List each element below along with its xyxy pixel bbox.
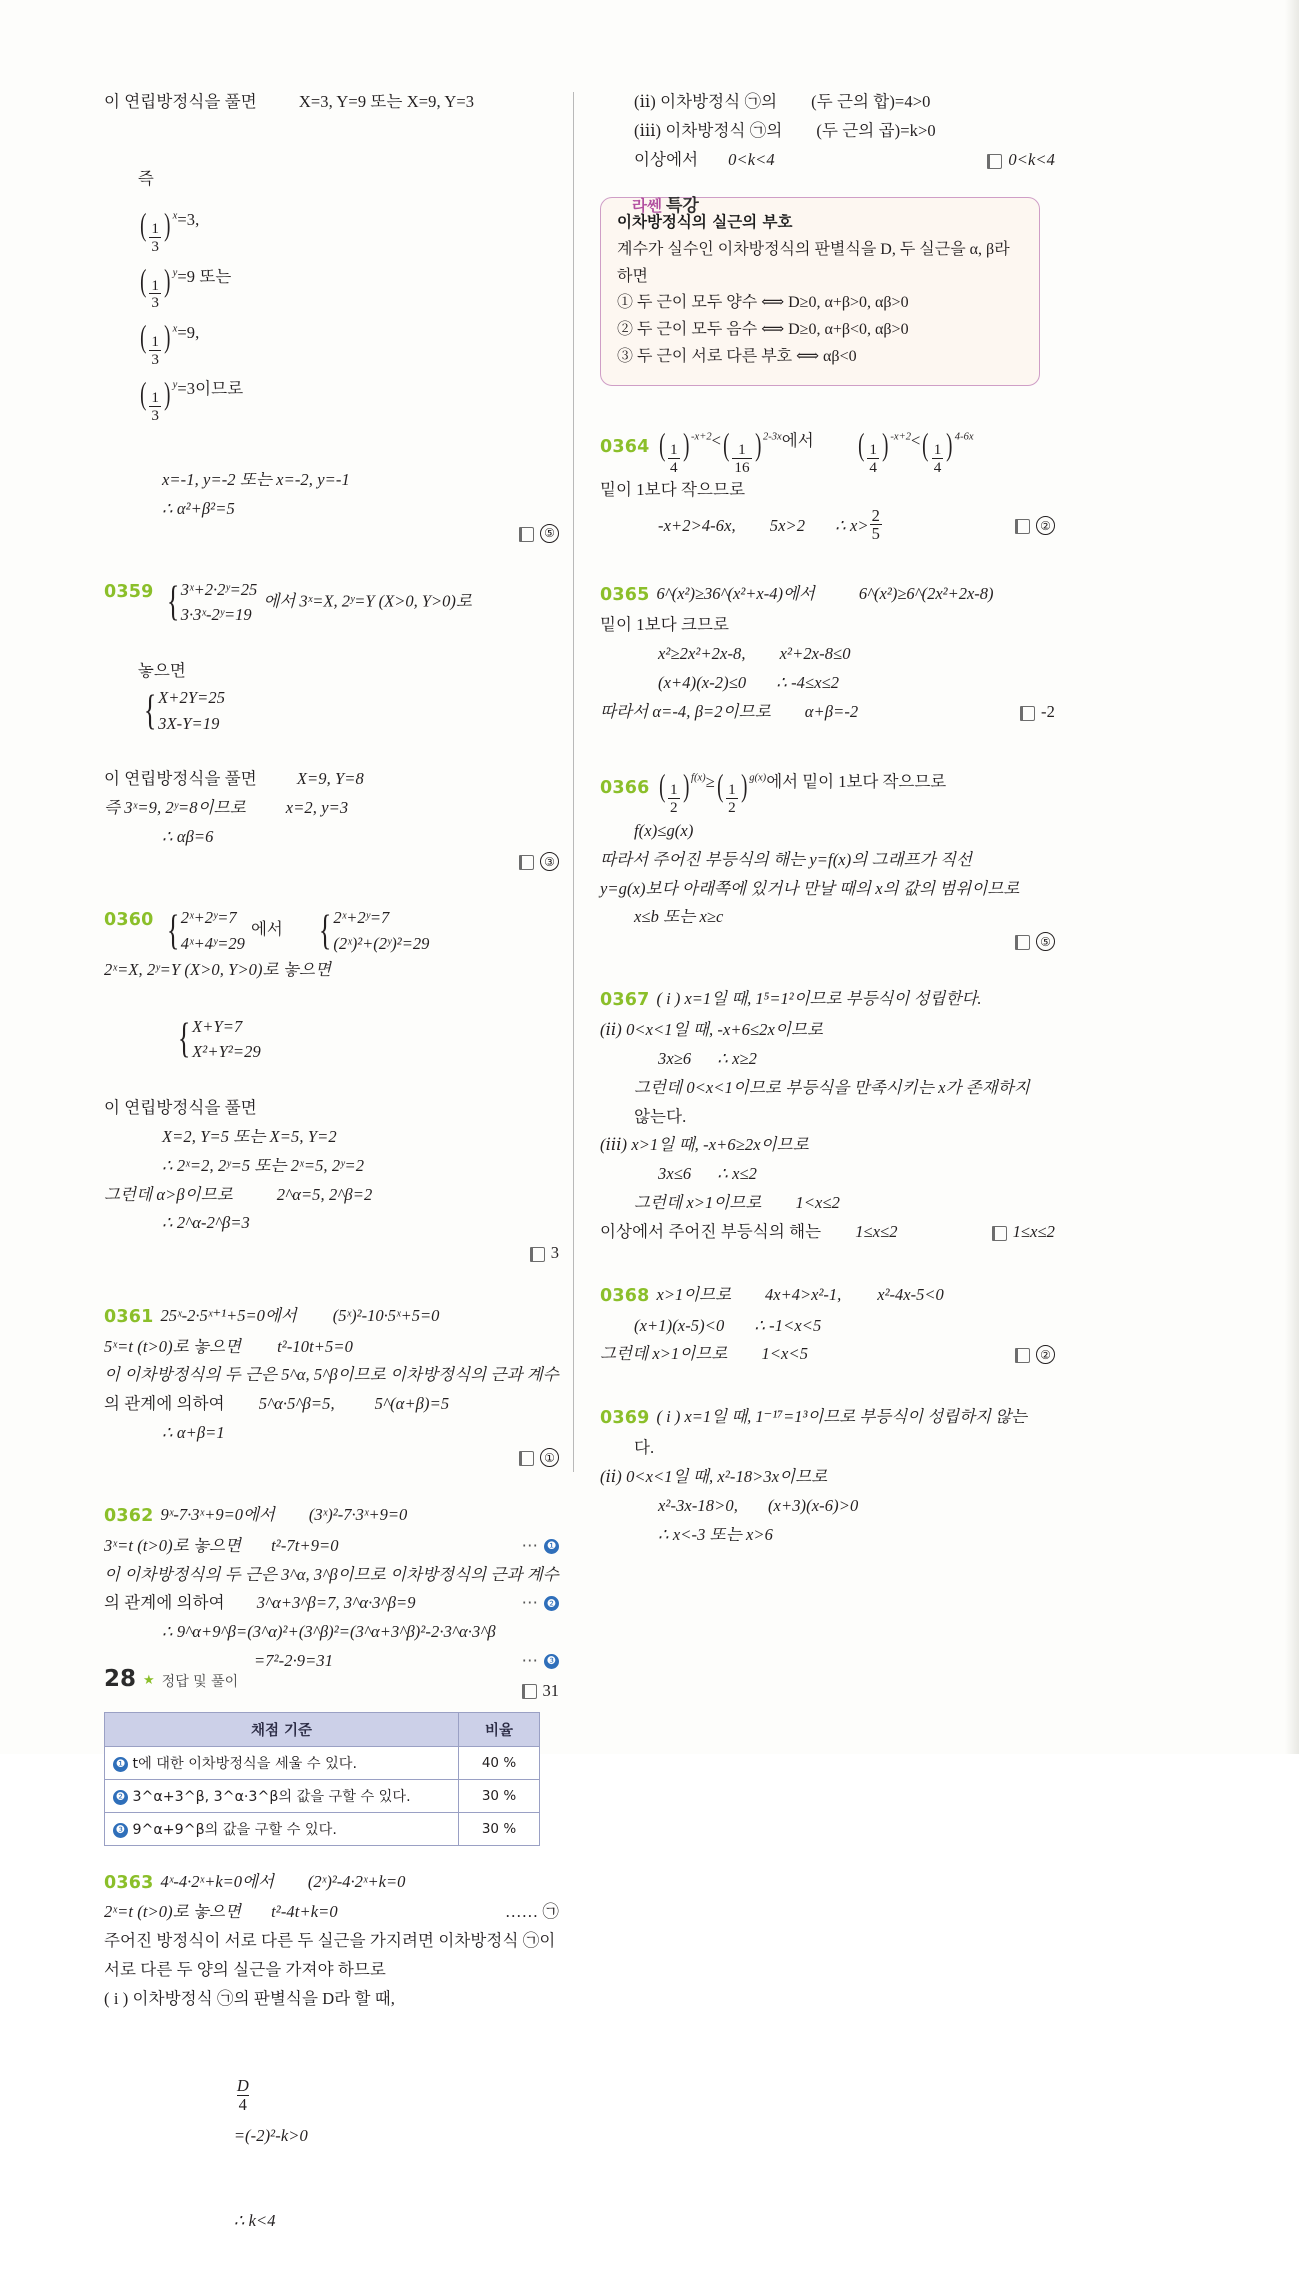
answer-book-icon (992, 1226, 1007, 1241)
line: 그런데 0<x<1이므로 부등식을 만족시키는 x가 존재하지 (634, 1077, 1030, 1097)
line: 그런데 x>1이므로 1<x<5 ② (600, 1340, 1055, 1369)
line: ∴ 2ˣ=2, 2ʸ=5 또는 2ˣ=5, 2ʸ=2 (162, 1155, 365, 1175)
line: ( i ) 이차방정식 ㉠의 판별식을 D라 할 때, (104, 1989, 396, 2008)
line: 놓으면 { X+2Y=25 3X-Y=19 (104, 628, 559, 766)
footer-label: 정답 및 풀이 (161, 1674, 239, 1690)
line: ∴ α+β=1 (162, 1423, 225, 1443)
line: (ⅱ) 0<x<1일 때, -x+6≤2x이므로 (600, 1019, 824, 1039)
line: 이 이차방정식의 두 근은 3^α, 3^β이므로 이차방정식의 근과 계수 (104, 1564, 559, 1584)
line: 이 연립방정식을 풀면 X=9, Y=8 (104, 769, 364, 789)
line: 이 연립방정식을 풀면 (104, 1097, 257, 1117)
table-row (105, 1779, 540, 1812)
line: 3x≤6 ∴ x≤2 (658, 1164, 758, 1184)
problem-header: 0367 ( i ) x=1일 때, 1⁵=1²이므로 부등식이 성립한다. (600, 985, 1055, 1016)
answer-value: ② (1036, 516, 1055, 535)
problem-number: 0369 (600, 1408, 650, 1429)
answer-value: 1≤x≤2 (1012, 1222, 1055, 1242)
line: (ⅱ) 이차방정식 ㉠의 (두 근의 합)=4>0 (634, 92, 931, 111)
answer-book-icon (522, 1684, 537, 1699)
solution-0366 (600, 761, 1055, 952)
problem-header: 0362 9ˣ-7·3ˣ+9=0에서 (3ˣ)²-7·3ˣ+9=0 (104, 1501, 559, 1532)
line: X=2, Y=5 또는 X=5, Y=2 (162, 1126, 337, 1146)
left-column (104, 88, 559, 2286)
problem-header: 0369 ( i ) x=1일 때, 1⁻¹⁷=1³이므로 부등식이 성립하지 않는 (600, 1403, 1055, 1434)
rubric-criterion-cell (105, 1779, 459, 1812)
answer-book-icon (530, 1247, 545, 1262)
rubric-criterion-text: t에 대한 이차방정식을 세울 수 있다. (132, 1755, 358, 1772)
solution-0367 (600, 985, 1055, 1247)
line: ∴ x<-3 또는 x>6 (658, 1524, 773, 1544)
problem-header: 0359 { 3ˣ+2·2ʸ=25 3·3ˣ-2ʸ=19 에서 3ˣ=X, 2ʸ=Y (X>0, Y>0)로 (104, 577, 559, 628)
problem-header: 0363 4ˣ-4·2ˣ+k=0에서 (2ˣ)²-4·2ˣ+k=0 (104, 1868, 559, 1899)
problem-number: 0362 (104, 1506, 154, 1527)
answer-book-icon (1020, 706, 1035, 721)
problem-number: 0367 (600, 990, 650, 1011)
line: 2ˣ=t (t>0)로 놓으면 t²-4t+k=0 …… ㉠ (104, 1898, 559, 1927)
answer-value: 0<k<4 (1008, 149, 1055, 169)
equation-system: { X+2Y=25 3X-Y=19 (143, 687, 226, 734)
answer-row (104, 1448, 559, 1467)
solution-0369 (600, 1403, 1055, 1549)
rubric-criterion-text: 9^α+9^β의 값을 구할 수 있다. (132, 1821, 337, 1838)
line: $\frac{D}{4}$ =(-2)²-k>0 ∴ k<4 (233, 2076, 308, 2231)
line: y=g(x)보다 아래쪽에 있거나 만날 때의 x의 값의 범위이므로 (600, 878, 1020, 898)
problem-number: 0365 (600, 585, 650, 606)
answer-book-icon (1015, 1348, 1030, 1363)
answer-value: 3 (550, 1243, 559, 1263)
answer-book-icon (1015, 935, 1030, 950)
line: f(x)≤g(x) (634, 820, 694, 840)
answer-row (104, 852, 559, 871)
line: (x+1)(x-5)<0 ∴ -1<x<5 (634, 1315, 822, 1335)
line: -x+2>4-6x, 5x>2 ∴ x> $\frac{2}{5}$ ② (600, 505, 1055, 546)
solution-0363 (104, 1868, 559, 2286)
line: 의 관계에 의하여 5^α·5^β=5, 5^(α+β)=5 (104, 1394, 450, 1414)
line: 의 관계에 의하여 3^α+3^β=7, 3^α·3^β=9 ⋯ ❷ (104, 1589, 559, 1618)
answer-row (104, 524, 559, 543)
rubric-ratio-cell: 40 % (459, 1746, 540, 1779)
solution-0358-continued (104, 88, 559, 543)
answer-book-icon (1015, 519, 1030, 534)
table-row (105, 1812, 540, 1845)
tip-item: ③ 두 근이 서로 다른 부호 ⟺ αβ<0 (617, 348, 857, 366)
equation-system: { 2ˣ+2ʸ=7 (2ˣ)²+(2ʸ)²=29 (318, 907, 430, 954)
answer-value: 31 (542, 1681, 559, 1701)
line: 3x≥6 ∴ x≥2 (658, 1048, 758, 1068)
solution-0363-continued (600, 88, 1055, 175)
line: (ⅲ) 이차방정식 ㉠의 (두 근의 곱)=k>0 (634, 120, 936, 140)
line: x²≥2x²+2x-8, x²+2x-8≤0 (658, 643, 851, 663)
page-edge-shadow (1285, 0, 1299, 1754)
line: 서로 다른 두 양의 실근을 가져야 하므로 (104, 1960, 386, 1980)
problem-header: 0360 { 2ˣ+2ʸ=7 4ˣ+4ʸ=29 에서 { 2ˣ+2ʸ=7 (2ˣ)²+(2ʸ)²=29 (104, 905, 559, 956)
tip-tab (622, 191, 709, 216)
column-divider (573, 92, 574, 1472)
step-marker-3: ❸ (113, 1823, 128, 1838)
rubric-header-criterion: 채점 기준 (105, 1712, 459, 1746)
line: x²-3x-18>0, (x+3)(x-6)>0 (658, 1495, 859, 1515)
solution-0365 (600, 580, 1055, 726)
solution-0359 (104, 577, 559, 872)
problem-number: 0361 (104, 1306, 154, 1327)
answer-value: ③ (540, 852, 559, 871)
solution-0361 (104, 1302, 559, 1467)
line: 다. (634, 1437, 655, 1457)
rubric-table (104, 1712, 540, 1846)
tip-lead: 계수가 실수인 이차방정식의 판별식을 D, 두 실근을 α, β라 하면 (617, 240, 1010, 285)
answer-row (104, 1238, 559, 1268)
answer-row (600, 932, 1055, 951)
line: 3ˣ=t (t>0)로 놓으면 t²-7t+9=0 ⋯ ❶ (104, 1532, 559, 1561)
problem-header: 0361 25ˣ-2·5ˣ⁺¹+5=0에서 (5ˣ)²-10·5ˣ+5=0 (104, 1302, 559, 1333)
problem-number: 0359 (104, 581, 154, 602)
right-column (600, 88, 1055, 1549)
rubric-ratio-cell: 30 % (459, 1779, 540, 1812)
line: 밑이 1보다 크므로 (600, 615, 730, 635)
problem-header: 0366 ( $\frac{1}{2}$ ) $^{f(x)}$≥( $\frac{1}{2}$ ) $^{g(x)}$에서 밑이 1보다 작으므로 (600, 767, 947, 817)
table-row (105, 1746, 540, 1779)
page-number: 28 (104, 1666, 137, 1692)
line: 밑이 1보다 작으므로 (600, 480, 746, 500)
problem-number: 0364 (600, 437, 650, 458)
step-marker-2: ❷ (113, 1790, 128, 1805)
tip-title: 이차방정식의 실근의 부호 (617, 212, 793, 231)
rubric-criterion-cell (105, 1746, 459, 1779)
problem-number: 0368 (600, 1285, 650, 1306)
line: 그런데 α>β이므로 2^α=5, 2^β=2 (104, 1184, 373, 1204)
equation-system: { X+Y=7 X²+Y²=29 (177, 1016, 261, 1063)
line: ∴ 9^α+9^β=(3^α)²+(3^β)²=(3^α+3^β)²-2·3^α·3^β (162, 1622, 496, 1642)
line: 주어진 방정식이 서로 다른 두 실근을 가지려면 이차방정식 ㉠이 (104, 1931, 556, 1951)
step-marker-3: ❸ (544, 1654, 559, 1669)
problem-header: 0368 x>1이므로 4x+4>x²-1, x²-4x-5<0 (600, 1281, 1055, 1312)
answer-book-icon (519, 527, 534, 542)
problem-number: 0360 (104, 910, 154, 930)
line: 2ˣ=X, 2ʸ=Y (X>0, Y>0)로 놓으면 (104, 960, 332, 980)
line: 즉 ( $\frac{1}{3}$ ) $^x$=3, ( $\frac{1}{3}$ ) $^y$=9 또는 ( $\frac{1}{3}$ ) $^x$=9, ( $\frac{1}{3}$ ) $^y$=3이므로 (137, 169, 244, 425)
line: ∴ 2^α-2^β=3 (162, 1213, 250, 1233)
tip-item: ① 두 근이 모두 양수 ⟺ D≥0, α+β>0, αβ>0 (617, 294, 909, 312)
reference-tag: …… ㉠ (504, 1902, 559, 1922)
solution-0364 (600, 420, 1055, 546)
line: (x+4)(x-2)≤0 ∴ -4≤x≤2 (658, 672, 840, 692)
tip-brand-label: 라쎈 (632, 196, 662, 215)
line: ∴ αβ=6 (162, 827, 214, 847)
problem-header: 0364 ( $\frac{1}{4}$ ) $^{-x+2}$<( $\frac{1}{16}$ ) $^{2-3x}$에서 ( $\frac{1}{4}$ ) $^{-x+2}$<( $\frac{1}{4}$ ) $^{4-6x}$ (600, 427, 974, 476)
rubric-criterion-text: 3^α+3^β, 3^α·3^β의 값을 구할 수 있다. (132, 1788, 411, 1805)
step-marker-1: ❶ (113, 1757, 128, 1772)
line: x=-1, y=-2 또는 x=-2, y=-1 (162, 469, 350, 489)
line: =7²-2·9=31 ⋯ ❸ (104, 1647, 559, 1676)
line: ∴ α²+β²=5 (162, 498, 235, 518)
solution-0368 (600, 1281, 1055, 1369)
line: 그런데 x>1이므로 1<x≤2 (634, 1193, 840, 1213)
tip-box-wrapper (600, 197, 1040, 386)
line: (ⅱ) 0<x<1일 때, x²-18>3x이므로 (600, 1466, 828, 1486)
line: 따라서 주어진 부등식의 해는 y=f(x)의 그래프가 직선 (600, 849, 973, 869)
line: 5ˣ=t (t>0)로 놓으면 t²-10t+5=0 (104, 1336, 353, 1356)
page-footer (104, 1666, 238, 1692)
problem-number: 0366 (600, 777, 650, 798)
problem-number: 0363 (104, 1872, 154, 1893)
line: 이 이차방정식의 두 근은 5^α, 5^β이므로 이차방정식의 근과 계수 (104, 1365, 559, 1385)
table-header-row (105, 1712, 540, 1746)
answer-value: ⑤ (1036, 932, 1055, 951)
line: x≤b 또는 x≥c (634, 907, 724, 927)
rubric-ratio-cell: 30 % (459, 1812, 540, 1845)
problem-header: 0365 6^(x²)≥36^(x²+x-4)에서 6^(x²)≥6^(2x²+2x-8) (600, 580, 1055, 611)
line: 따라서 α=-4, β=2이므로 α+β=-2 -2 (600, 698, 1055, 727)
star-icon: ★ (143, 1672, 155, 1687)
line (104, 985, 559, 1094)
answer-book-icon (519, 855, 534, 870)
answer-book-icon (519, 1451, 534, 1466)
line: 즉 3ˣ=9, 2ʸ=8이므로 x=2, y=3 (104, 798, 349, 818)
answer-book-icon (987, 154, 1002, 169)
answer-value: ② (1036, 1345, 1055, 1364)
tip-word-label: 특강 (665, 195, 699, 216)
answer-value: ① (540, 1448, 559, 1467)
solution-0360 (104, 905, 559, 1268)
line: 이상에서 0<k<4 0<k<4 (600, 146, 1055, 175)
step-marker-2: ❷ (544, 1596, 559, 1611)
answer-value: -2 (1041, 701, 1055, 721)
rubric-criterion-cell (105, 1812, 459, 1845)
equation-system: { 3ˣ+2·2ʸ=25 3·3ˣ-2ʸ=19 (166, 579, 258, 626)
line: 않는다. (634, 1106, 687, 1126)
line: (ⅲ) x>1일 때, -x+6≥2x이므로 (600, 1135, 809, 1155)
answer-value: ⑤ (540, 524, 559, 543)
tip-item: ② 두 근이 모두 음수 ⟺ D≥0, α+β<0, αβ>0 (617, 321, 909, 339)
line: 이상에서 주어진 부등식의 해는 1≤x≤2 1≤x≤2 (600, 1218, 1055, 1247)
tip-box (600, 197, 1040, 386)
line: 이 연립방정식을 풀면 X=3, Y=9 또는 X=9, Y=3 (104, 92, 475, 111)
step-marker-1: ❶ (544, 1539, 559, 1554)
rubric-header-ratio: 비율 (459, 1712, 540, 1746)
equation-system: { 2ˣ+2ʸ=7 4ˣ+4ʸ=29 (166, 907, 245, 954)
